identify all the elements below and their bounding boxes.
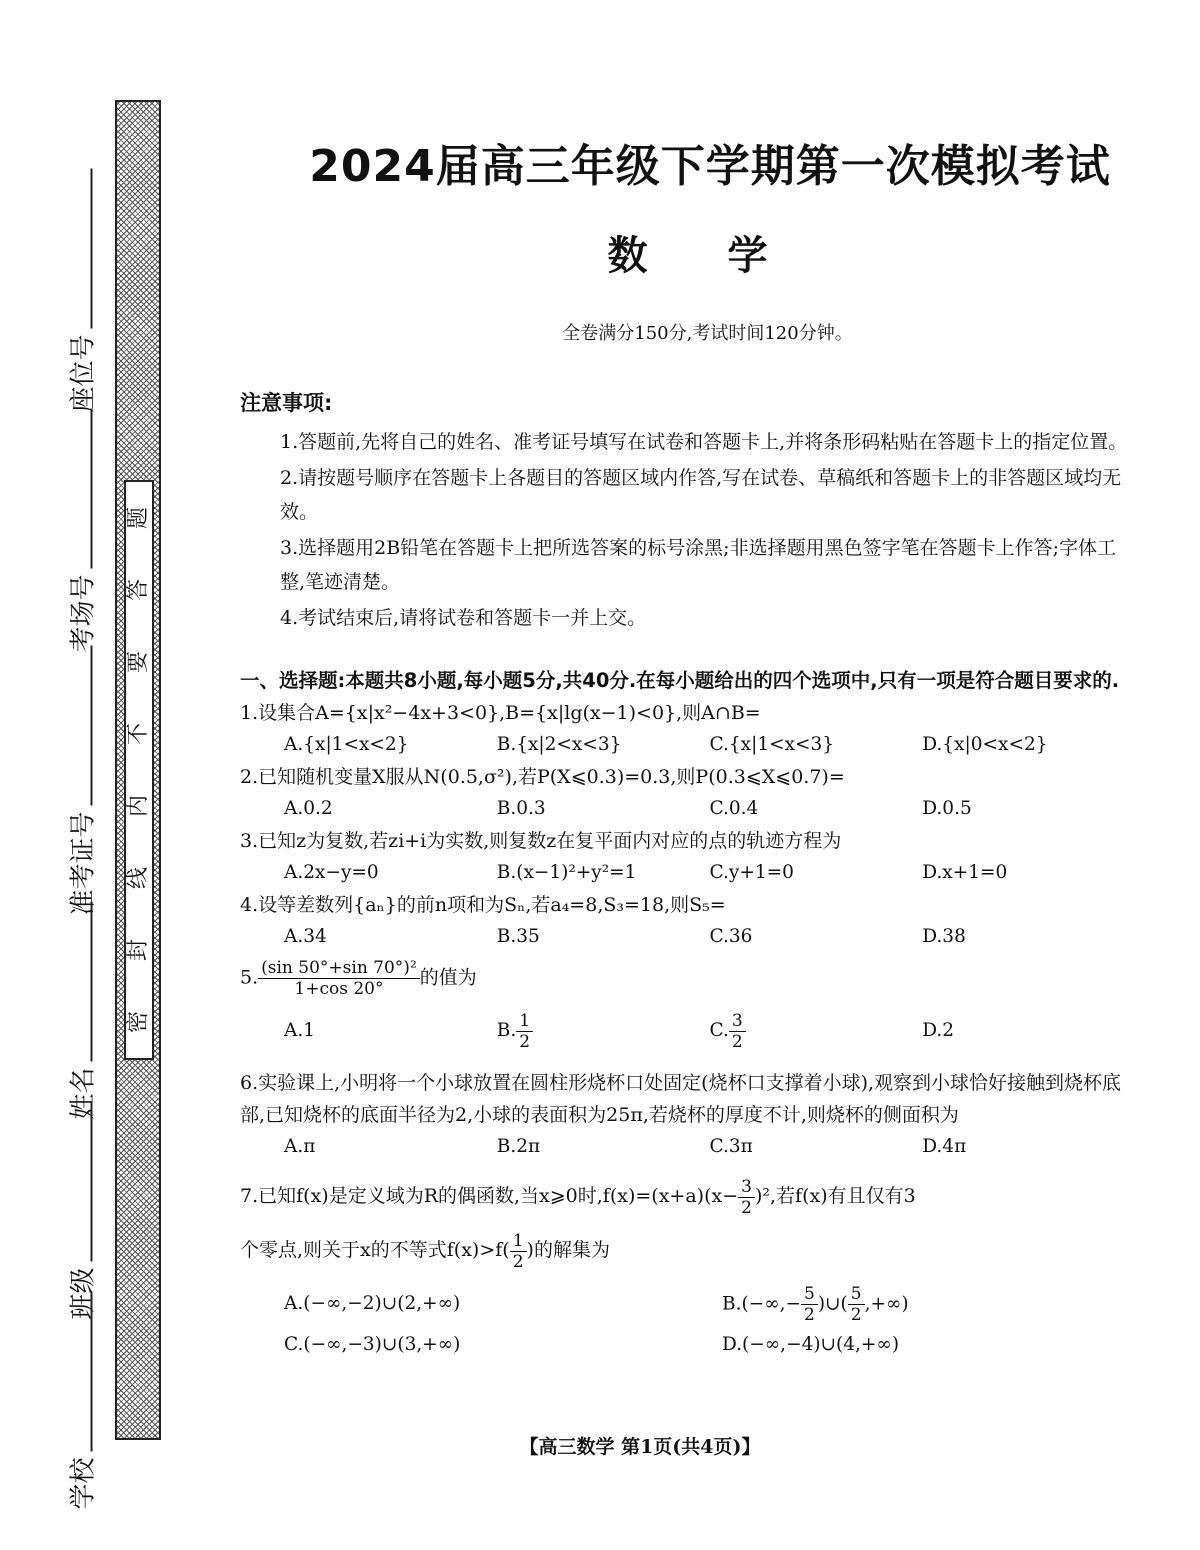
question-stem [240,958,1135,999]
stem-part: )的解集为 [526,1239,610,1261]
fraction-denominator: 1+cos 20° [294,979,384,999]
option-a: A.34 [284,926,327,947]
fraction [738,1177,755,1218]
field-school [52,1250,110,1550]
stem-part: 个零点,则关于x的不等式f(x)>f( [240,1239,510,1261]
question-stem: 4.设等差数列{aₙ}的前n项和为Sₙ,若a₄=8,S₃=18,则S₅= [240,894,726,916]
field-label: 班级 [68,1266,99,1320]
option-a: A.{x|1<x<2} [284,734,409,755]
option-d: D.4π [922,1136,967,1157]
seal-char: 线 [125,866,151,890]
question-stem: 1.设集合A={x|x²−4x+3<0},B={x|lg(x−1)<0},则A∩B= [240,702,761,724]
notice-list [280,425,1135,635]
fraction [729,1011,746,1052]
seal-char: 密 [125,1010,151,1034]
question-options [240,729,1135,760]
fraction-denominator: 2 [731,1031,743,1052]
field-line [70,1291,92,1451]
option-a: A.π [284,1136,316,1157]
option-a: A.2x−y=0 [284,862,379,883]
question-options [240,1131,1135,1162]
seal-char: 内 [125,794,151,818]
fraction-numerator: 1 [510,1231,527,1252]
fraction-denominator: 2 [519,1031,531,1052]
fraction-denominator: 2 [512,1251,524,1272]
question-options [240,921,1135,952]
option-c: C.y+1=0 [709,862,794,883]
exam-page [240,130,1135,1365]
option-c: C.3π [709,1136,753,1157]
field-label: 座位号 [68,333,99,413]
option-d: D.2 [922,1020,955,1041]
option-part: B.(−∞,− [722,1293,801,1315]
fraction [801,1284,818,1325]
notice-item: 1.答题前,先将自己的姓名、准考证号填写在试卷和答题卡上,并将条形码粘贴在答题卡上的指定位置。 [280,431,1128,453]
fraction-numerator: (sin 50°+sin 70°)² [258,958,420,979]
fraction-denominator: 2 [741,1197,752,1218]
fraction-denominator: 2 [850,1305,862,1325]
field-label: 准考证号 [68,810,99,916]
option-b: B.35 [496,926,540,947]
option-part: ,+∞) [864,1293,909,1315]
option-a: A.1 [284,1020,316,1041]
option-part: )∪( [817,1293,848,1315]
notice-item: 2.请按题号顺序在答题卡上各题目的答题区域内作答,写在试卷、草稿纸和答题卡上的非答题区域均无效。 [280,467,1122,523]
option-d: D.x+1=0 [922,862,1008,883]
option-c: C.(−∞,−3)∪(3,+∞) [284,1334,461,1355]
field-line [70,901,92,1061]
stem-suffix: 的值为 [419,966,477,989]
notice-item: 3.选择题用2B铅笔在答题卡上把所选答案的标号涂黑;非选择题用黑色签字笔在答题卡上作答;字体工整,笔迹清楚。 [280,537,1116,593]
fraction [510,1231,527,1272]
option-d: D.{x|0<x<2} [922,734,1048,755]
question-options [240,1284,1135,1365]
option-a: A.0.2 [284,798,333,819]
seal-char: 封 [125,938,151,962]
option-b: B.0.3 [496,798,546,819]
field-line [70,1101,92,1261]
exam-meta: 全卷满分150分,考试时间120分钟。 [562,323,853,344]
seal-line-notice [124,480,154,1060]
option-d: D.0.5 [922,798,972,819]
page-footer: 【高三数学 第1页(共4页)】 [519,1436,761,1458]
seal-char: 题 [125,506,151,530]
option-b: B.{x|2<x<3} [496,734,622,755]
stem-part: 7.已知f(x)是定义域为R的偶函数,当x⩾0时,f(x)=(x+a)(x− [240,1185,739,1207]
question-options [240,793,1135,824]
field-label: 学校 [68,1456,99,1510]
option-b [497,1009,710,1053]
field-label: 考场号 [68,573,99,653]
notice-item: 4.考试结束后,请将试卷和答题卡一并上交。 [280,607,647,629]
fraction-numerator: 5 [848,1284,865,1305]
fraction-numerator: 5 [801,1284,818,1305]
seal-char: 不 [125,722,151,746]
question-stem: 3.已知z为复数,若zi+i为实数,则复数z在复平面内对应的点的轨迹方程为 [240,830,842,852]
fraction-numerator: 1 [516,1011,533,1032]
notice-title: 注意事项: [240,391,333,415]
question-options [240,857,1135,888]
exam-title: 2024届高三年级下学期第一次模拟考试 [309,141,1111,192]
option-d: D.38 [922,926,966,947]
fraction [516,1011,533,1052]
seal-char: 要 [125,650,151,674]
field-line [70,168,92,328]
stem-part: )²,若f(x)有且仅有3 [754,1185,916,1207]
fraction-numerator: 3 [729,1011,746,1032]
exam-subject: 数学 [607,233,848,279]
field-line [70,408,92,568]
option-b: B.2π [496,1136,541,1157]
option-b: B.(x−1)²+y²=1 [496,862,637,883]
fraction [848,1284,865,1325]
seal-char: 答 [125,578,151,602]
question-options [240,1009,1135,1053]
question-stem [240,1174,1135,1218]
field-label: 姓名 [68,1066,99,1120]
option-b [722,1284,1152,1325]
option-label: C. [709,1020,729,1041]
option-d: D.(−∞,−4)∪(4,+∞) [722,1334,900,1355]
fraction-denominator: 2 [804,1305,815,1325]
option-c: C.{x|1<x<3} [709,734,835,755]
section-title: 一、选择题:本题共8小题,每小题5分,共40分.在每小题给出的四个选项中,只有一项是符合题目要求的. [240,669,1120,692]
fraction-numerator: 3 [738,1177,755,1198]
question-stem: 2.已知随机变量X服从N(0.5,σ²),若P(X⩽0.3)=0.3,则P(0.3⩽X⩽0.7)= [240,766,845,788]
option-c: C.0.4 [709,798,759,819]
option-a: A.(−∞,−2)∪(2,+∞) [284,1293,461,1314]
stem-prefix: 5. [240,966,259,989]
field-line [70,645,92,805]
question-stem: 6.实验课上,小明将一个小球放置在圆柱形烧杯口处固定(烧杯口支撑着小球),观察到小球恰好接触到烧杯底部,已知烧杯的底面半径为2,小球的表面积为25π,若烧杯的厚度不计,则烧杯的侧面积为 [240,1072,1122,1126]
option-c [710,1009,923,1053]
option-label: B. [496,1020,517,1041]
option-c: C.36 [709,926,753,947]
fraction [258,958,420,999]
question-stem-continued [240,1226,1135,1274]
